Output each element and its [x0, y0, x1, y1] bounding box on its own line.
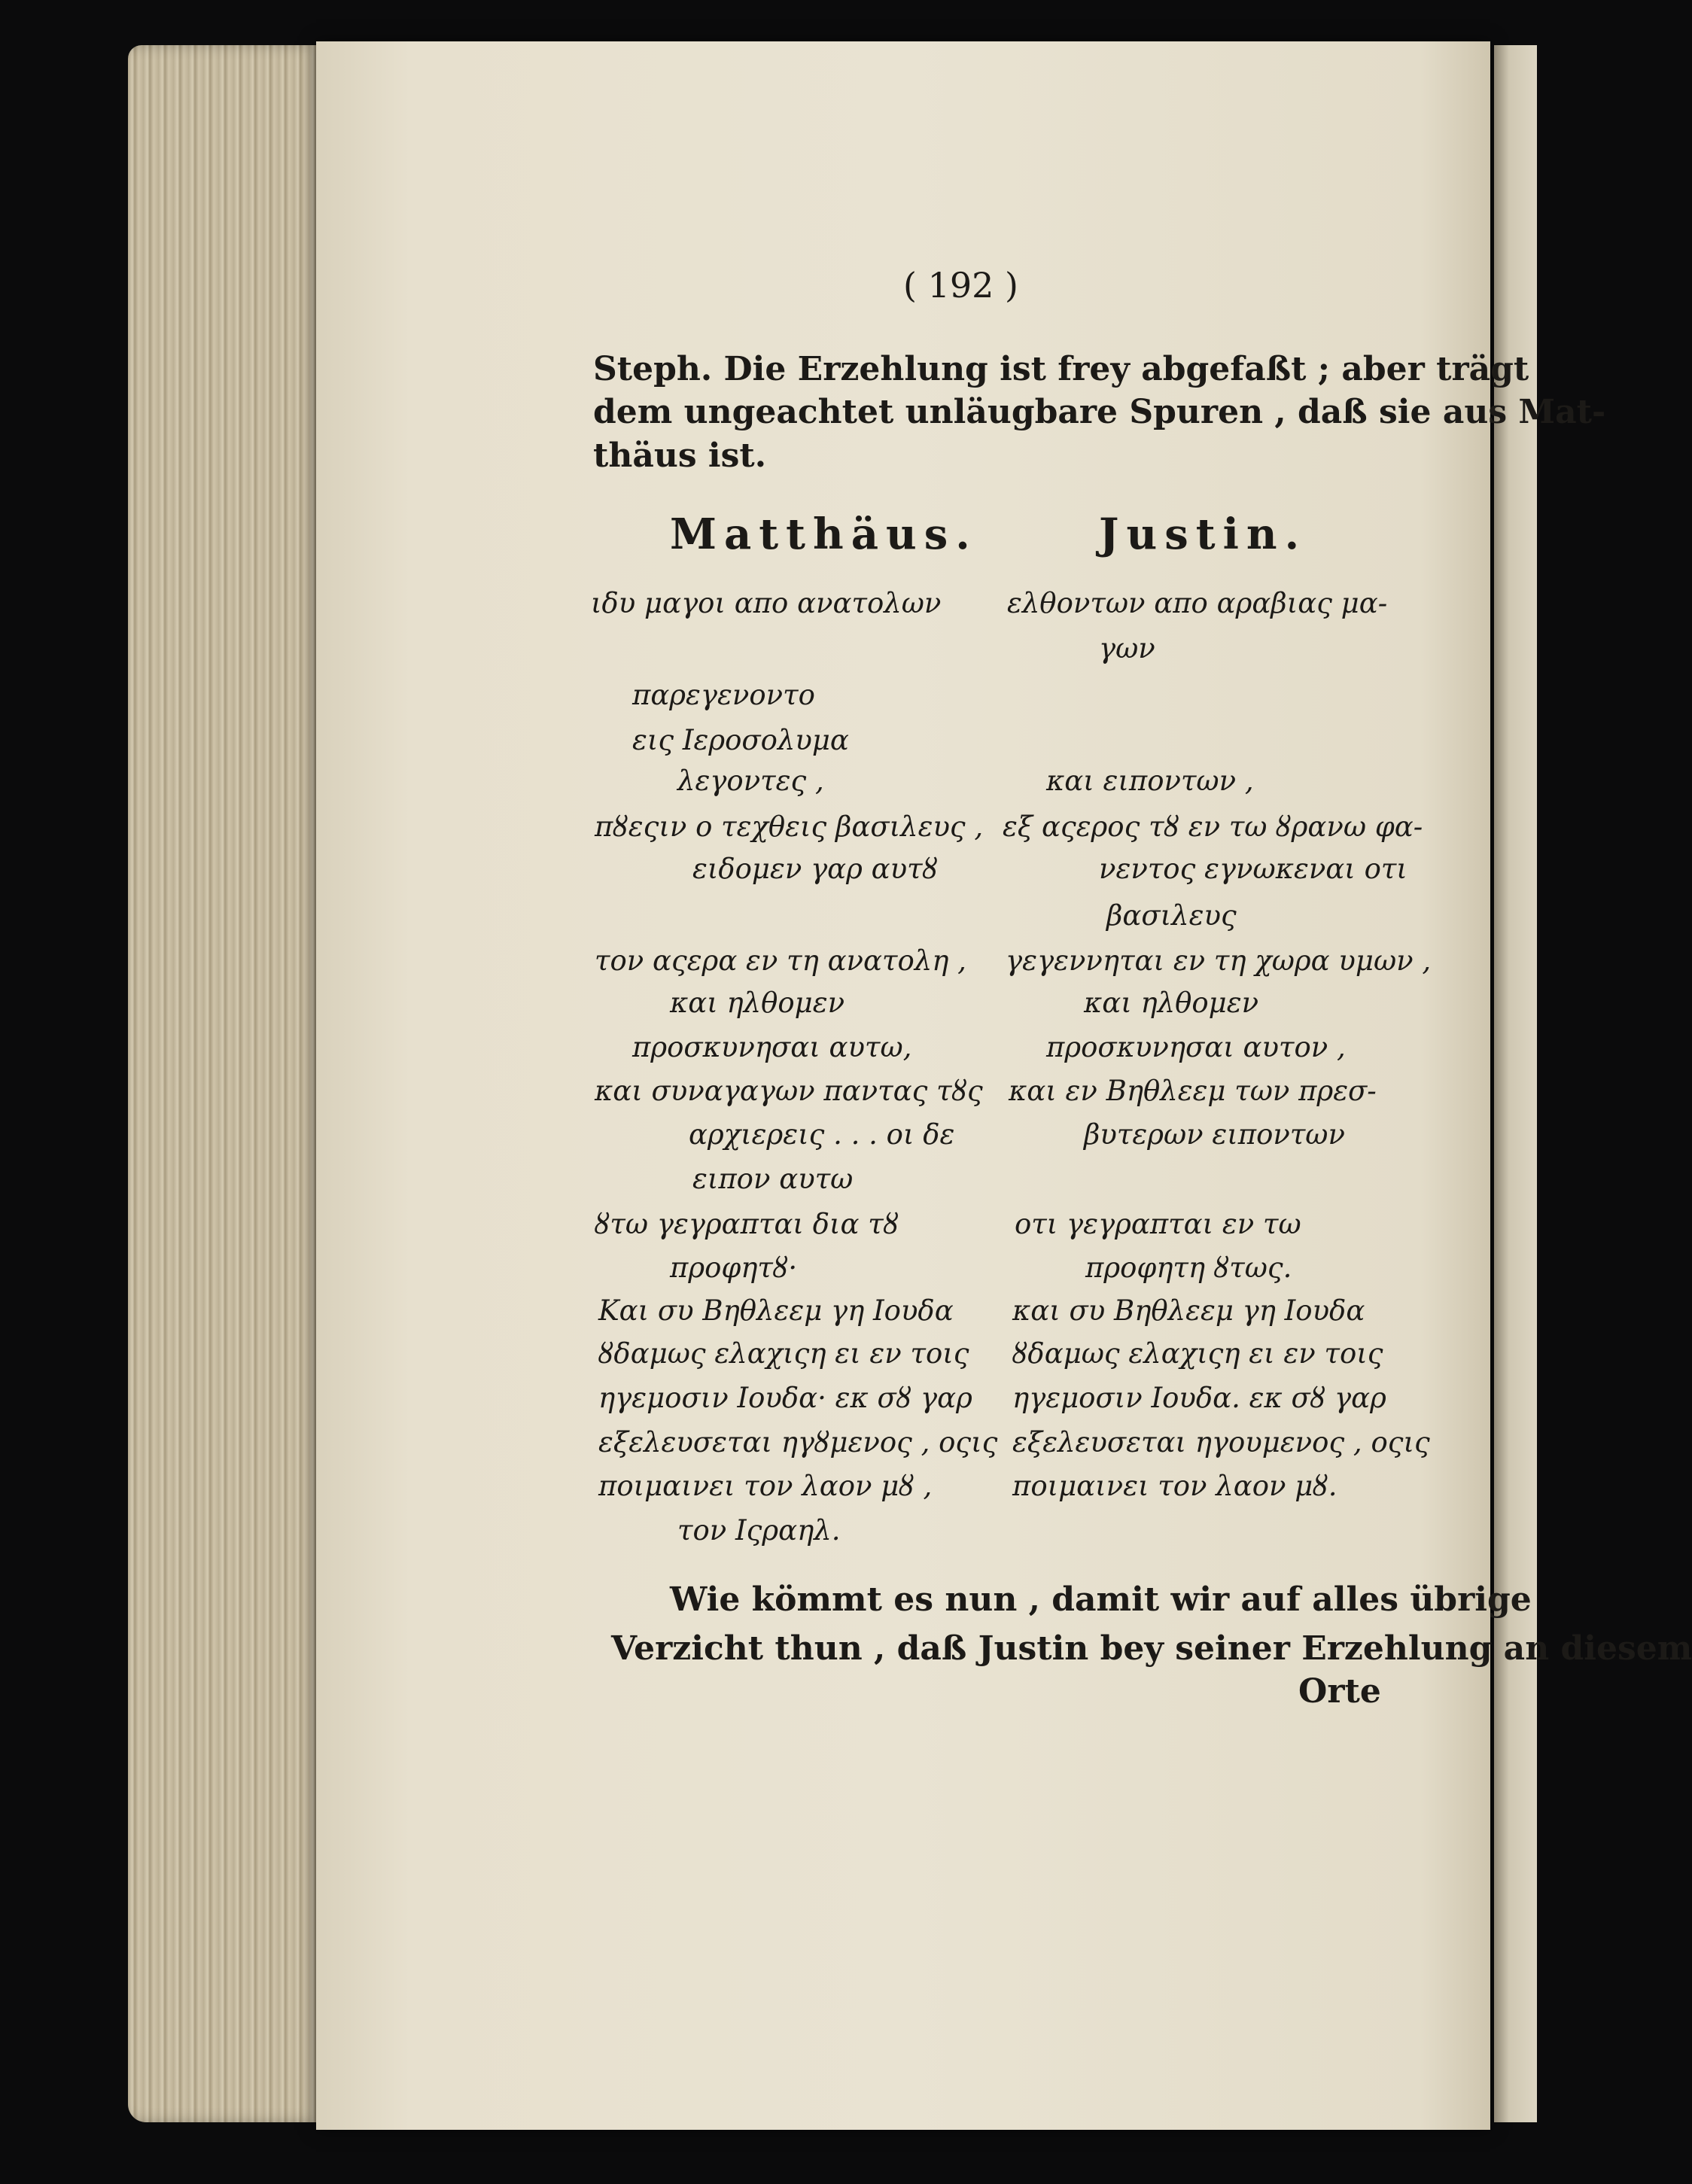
right-line: ηγεμοσιν Ιουδα. εκ σȣ γαρ: [1012, 1382, 1386, 1414]
left-line: Και συ Βηθλεεμ γη Ιουδα: [598, 1294, 954, 1327]
left-line: ηγεμοσιν Ιουδα· εκ σȣ γαρ: [598, 1382, 972, 1414]
right-line: προσκυνησαι αυτον ,: [1046, 1031, 1346, 1063]
left-line: προσκυνησαι αυτω,: [632, 1031, 912, 1063]
heading-matthaeus: Matthäus.: [670, 509, 978, 559]
left-line: προφητȣ·: [670, 1252, 798, 1284]
intro-line-1: Steph. Die Erzehlung ist frey abgefaßt ; aber trägt: [593, 350, 1529, 388]
left-line: εις Ιεροσολυμα: [632, 724, 849, 756]
left-line: αρχιερεις . . . οι δε: [689, 1118, 955, 1151]
right-line: νεντος εγνωκεναι οτι: [1099, 853, 1407, 885]
right-line: γων: [1099, 632, 1155, 665]
book-page-edges: [128, 45, 324, 2122]
right-line: γεγεννηται εν τη χωρα υμων ,: [1006, 944, 1432, 977]
closing-line-1: Wie kömmt es nun , damit wir auf alles übrige: [670, 1580, 1532, 1619]
left-line: ποιμαινει τον λαον μȣ ,: [598, 1470, 933, 1502]
intro-line-2: dem ungeachtet unläugbare Spuren , daß sie aus Mat-: [593, 393, 1606, 431]
right-line: εξελευσεται ηγουμενος , οςις: [1012, 1426, 1430, 1459]
catchword: Orte: [1298, 1672, 1381, 1711]
right-line: και εν Βηθλεεμ των πρεσ-: [1009, 1075, 1377, 1107]
right-line: εξ αςερος τȣ εν τω ȣρανω φα-: [1003, 811, 1423, 843]
left-line: και ηλθομεν: [670, 987, 845, 1019]
intro-line-3: thäus ist.: [593, 436, 767, 475]
right-line: και ειποντων ,: [1046, 765, 1254, 797]
heading-justin: Justin.: [1099, 509, 1307, 559]
right-line: ελθοντων απο αραβιας μα-: [1007, 587, 1388, 619]
left-line: ειδομεν γαρ αυτȣ: [692, 853, 939, 885]
left-line: ȣτω γεγραπται δια τȣ: [595, 1208, 899, 1240]
page-number: ( 192 ): [903, 265, 1018, 306]
right-line: βασιλευς: [1106, 899, 1237, 932]
left-line: λεγοντες ,: [677, 765, 824, 797]
right-line: οτι γεγραπται εν τω: [1015, 1208, 1301, 1240]
right-line: βυτερων ειποντων: [1084, 1118, 1345, 1151]
right-line: ȣδαμως ελαχιςη ει εν τοις: [1012, 1337, 1383, 1370]
left-line: εξελευσεται ηγȣμενος , οςις: [598, 1426, 998, 1459]
left-line: πȣεςιν ο τεχθεις βασιλευς ,: [595, 811, 984, 843]
left-line: ιδυ μαγοι απο ανατολων: [591, 587, 942, 619]
right-line: και συ Βηθλεεμ γη Ιουδα: [1012, 1294, 1365, 1327]
left-line: ȣδαμως ελαχιςη ει εν τοις: [598, 1337, 969, 1370]
left-line: τον αςερα εν τη ανατολη ,: [595, 944, 966, 977]
left-line: ειπον αυτω: [692, 1163, 854, 1195]
left-line: και συναγαγων παντας τȣς: [595, 1075, 983, 1107]
left-line: τον Ιςραηλ.: [677, 1514, 841, 1547]
right-line: προφητη ȣτως.: [1085, 1252, 1292, 1284]
right-line: ποιμαινει τον λαον μȣ.: [1012, 1470, 1337, 1502]
left-line: παρεγενοντο: [632, 679, 815, 711]
closing-line-2: Verzicht thun , daß Justin bey seiner Erzehlung an diesem: [611, 1629, 1692, 1668]
right-line: και ηλθομεν: [1084, 987, 1259, 1019]
